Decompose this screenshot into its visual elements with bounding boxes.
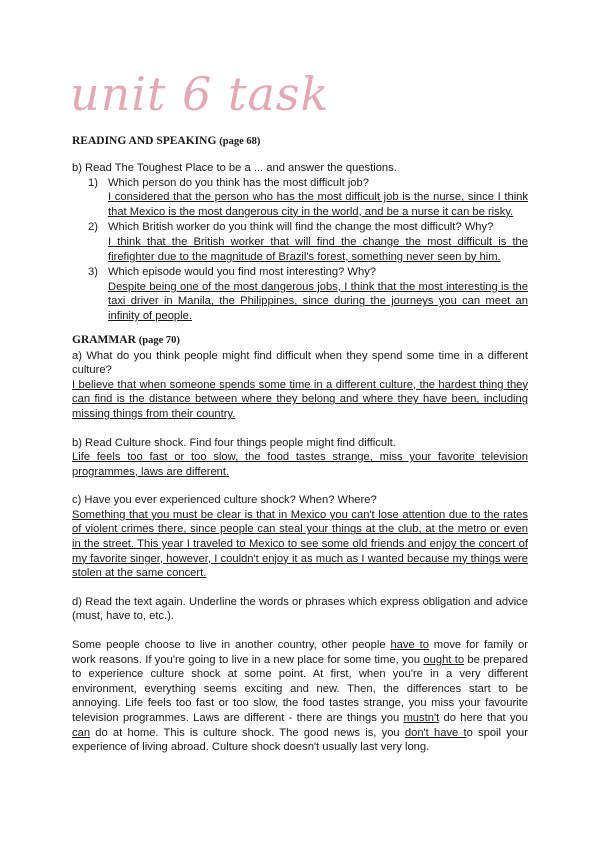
page-title: unit 6 task — [70, 67, 330, 121]
underlined-phrase: can — [72, 726, 91, 739]
passage-segment: do here that you — [439, 712, 528, 724]
answer-text: I think that the British worker that will find the change the most difficult is the firefighter due to the magnitude of Brazil's forest, something never seen by him. — [108, 235, 528, 263]
question-text: Which person do you think has the most difficult job? — [108, 176, 369, 189]
grammar-question-a: a) What do you think people might find difficult when they spend some time in a different culture? — [72, 349, 528, 377]
passage-segment: Some people choose to live in another country, other people — [72, 639, 391, 652]
passage-segment: do at home. This is culture shock. The good news is, you — [90, 726, 405, 739]
underlined-phrase: have to — [390, 639, 429, 652]
reading-intro: b) Read The Toughest Place to be a ... and answer the questions. — [72, 162, 397, 174]
passage-segment: be prepared to experience culture shock at some point. At first, when you're in a very different environment, everything seems exciting and new. Then, the differences start to be annoying. Life feels too fast or too slow, the food tastes strange, you miss your favourite television programmes. Laws are different - there are things you — [72, 653, 528, 724]
underlined-phrase: don't have t — [404, 726, 467, 739]
grammar-question-b: b) Read Culture shock. Find four things people might find difficult. — [72, 436, 396, 449]
grammar-heading-text: GRAMMAR — [72, 333, 136, 346]
reading-heading-text: READING AND SPEAKING — [72, 135, 217, 147]
question-number: 2) — [88, 221, 98, 234]
list-item — [88, 265, 528, 323]
reading-heading — [72, 134, 528, 149]
answer-text: I considered that the person who has the most difficult job is the nurse, since I think that Mexico is the most dangerous city in the world, and be a nurse it can be risky. — [108, 191, 528, 218]
passage-segment: move for family or work reasons. If you're going to live in a new place for some time, you — [72, 639, 528, 666]
answer-text: Despite being one of the most dangerous jobs, I think that the most interesting is the taxi driver in Manila, the Philippines, since during the journeys you can meet an infinity of people. — [108, 280, 528, 322]
reading-passage — [72, 638, 528, 755]
question-number: 3) — [88, 266, 98, 279]
passage-segment: o spoil your experience of living abroad. Culture shock doesn't usually last very long. — [72, 726, 528, 754]
reading-question-list — [72, 176, 528, 324]
question-text: Which episode would you find most interesting? Why? — [108, 266, 377, 279]
grammar-question-c: c) Have you ever experienced culture shock? When? Where? — [72, 494, 377, 507]
list-item — [88, 220, 528, 264]
question-text: Which British worker do you think will find the change the most difficult? Why? — [108, 221, 494, 234]
underlined-phrase: mustn't — [403, 712, 440, 724]
grammar-answer-b: Life feels too fast or too slow, the food tastes strange, miss your favorite television programmes, laws are different. — [72, 451, 528, 478]
reading-heading-page: (page 68) — [219, 136, 261, 147]
underlined-phrase: ought to — [423, 653, 465, 666]
grammar-heading — [72, 333, 528, 348]
grammar-heading-page: (page 70) — [138, 334, 180, 346]
document-body — [72, 134, 528, 755]
grammar-answer-c: Something that you must be clear is that in Mexico you can't lose attention due to the rates of violent crimes there, since people can steal your things at the club, at the metro or even in the street. This year I traveled to Mexico to see some old friends and enjoy the concert of my favorite singer, however, I couldn't enjoy it as much as I wanted because my things were stolen at the same concert. — [72, 508, 528, 580]
grammar-answer-a: I believe that when someone spends some time in a different culture, the hardest thing they can find is the distance between where they belong and where they have been, including missing things from their country. — [72, 378, 528, 420]
grammar-question-d: d) Read the text again. Underline the words or phrases which express obligation and advice (must, have to, etc.). — [72, 595, 528, 623]
list-item — [88, 176, 528, 220]
question-number: 1) — [88, 176, 98, 189]
